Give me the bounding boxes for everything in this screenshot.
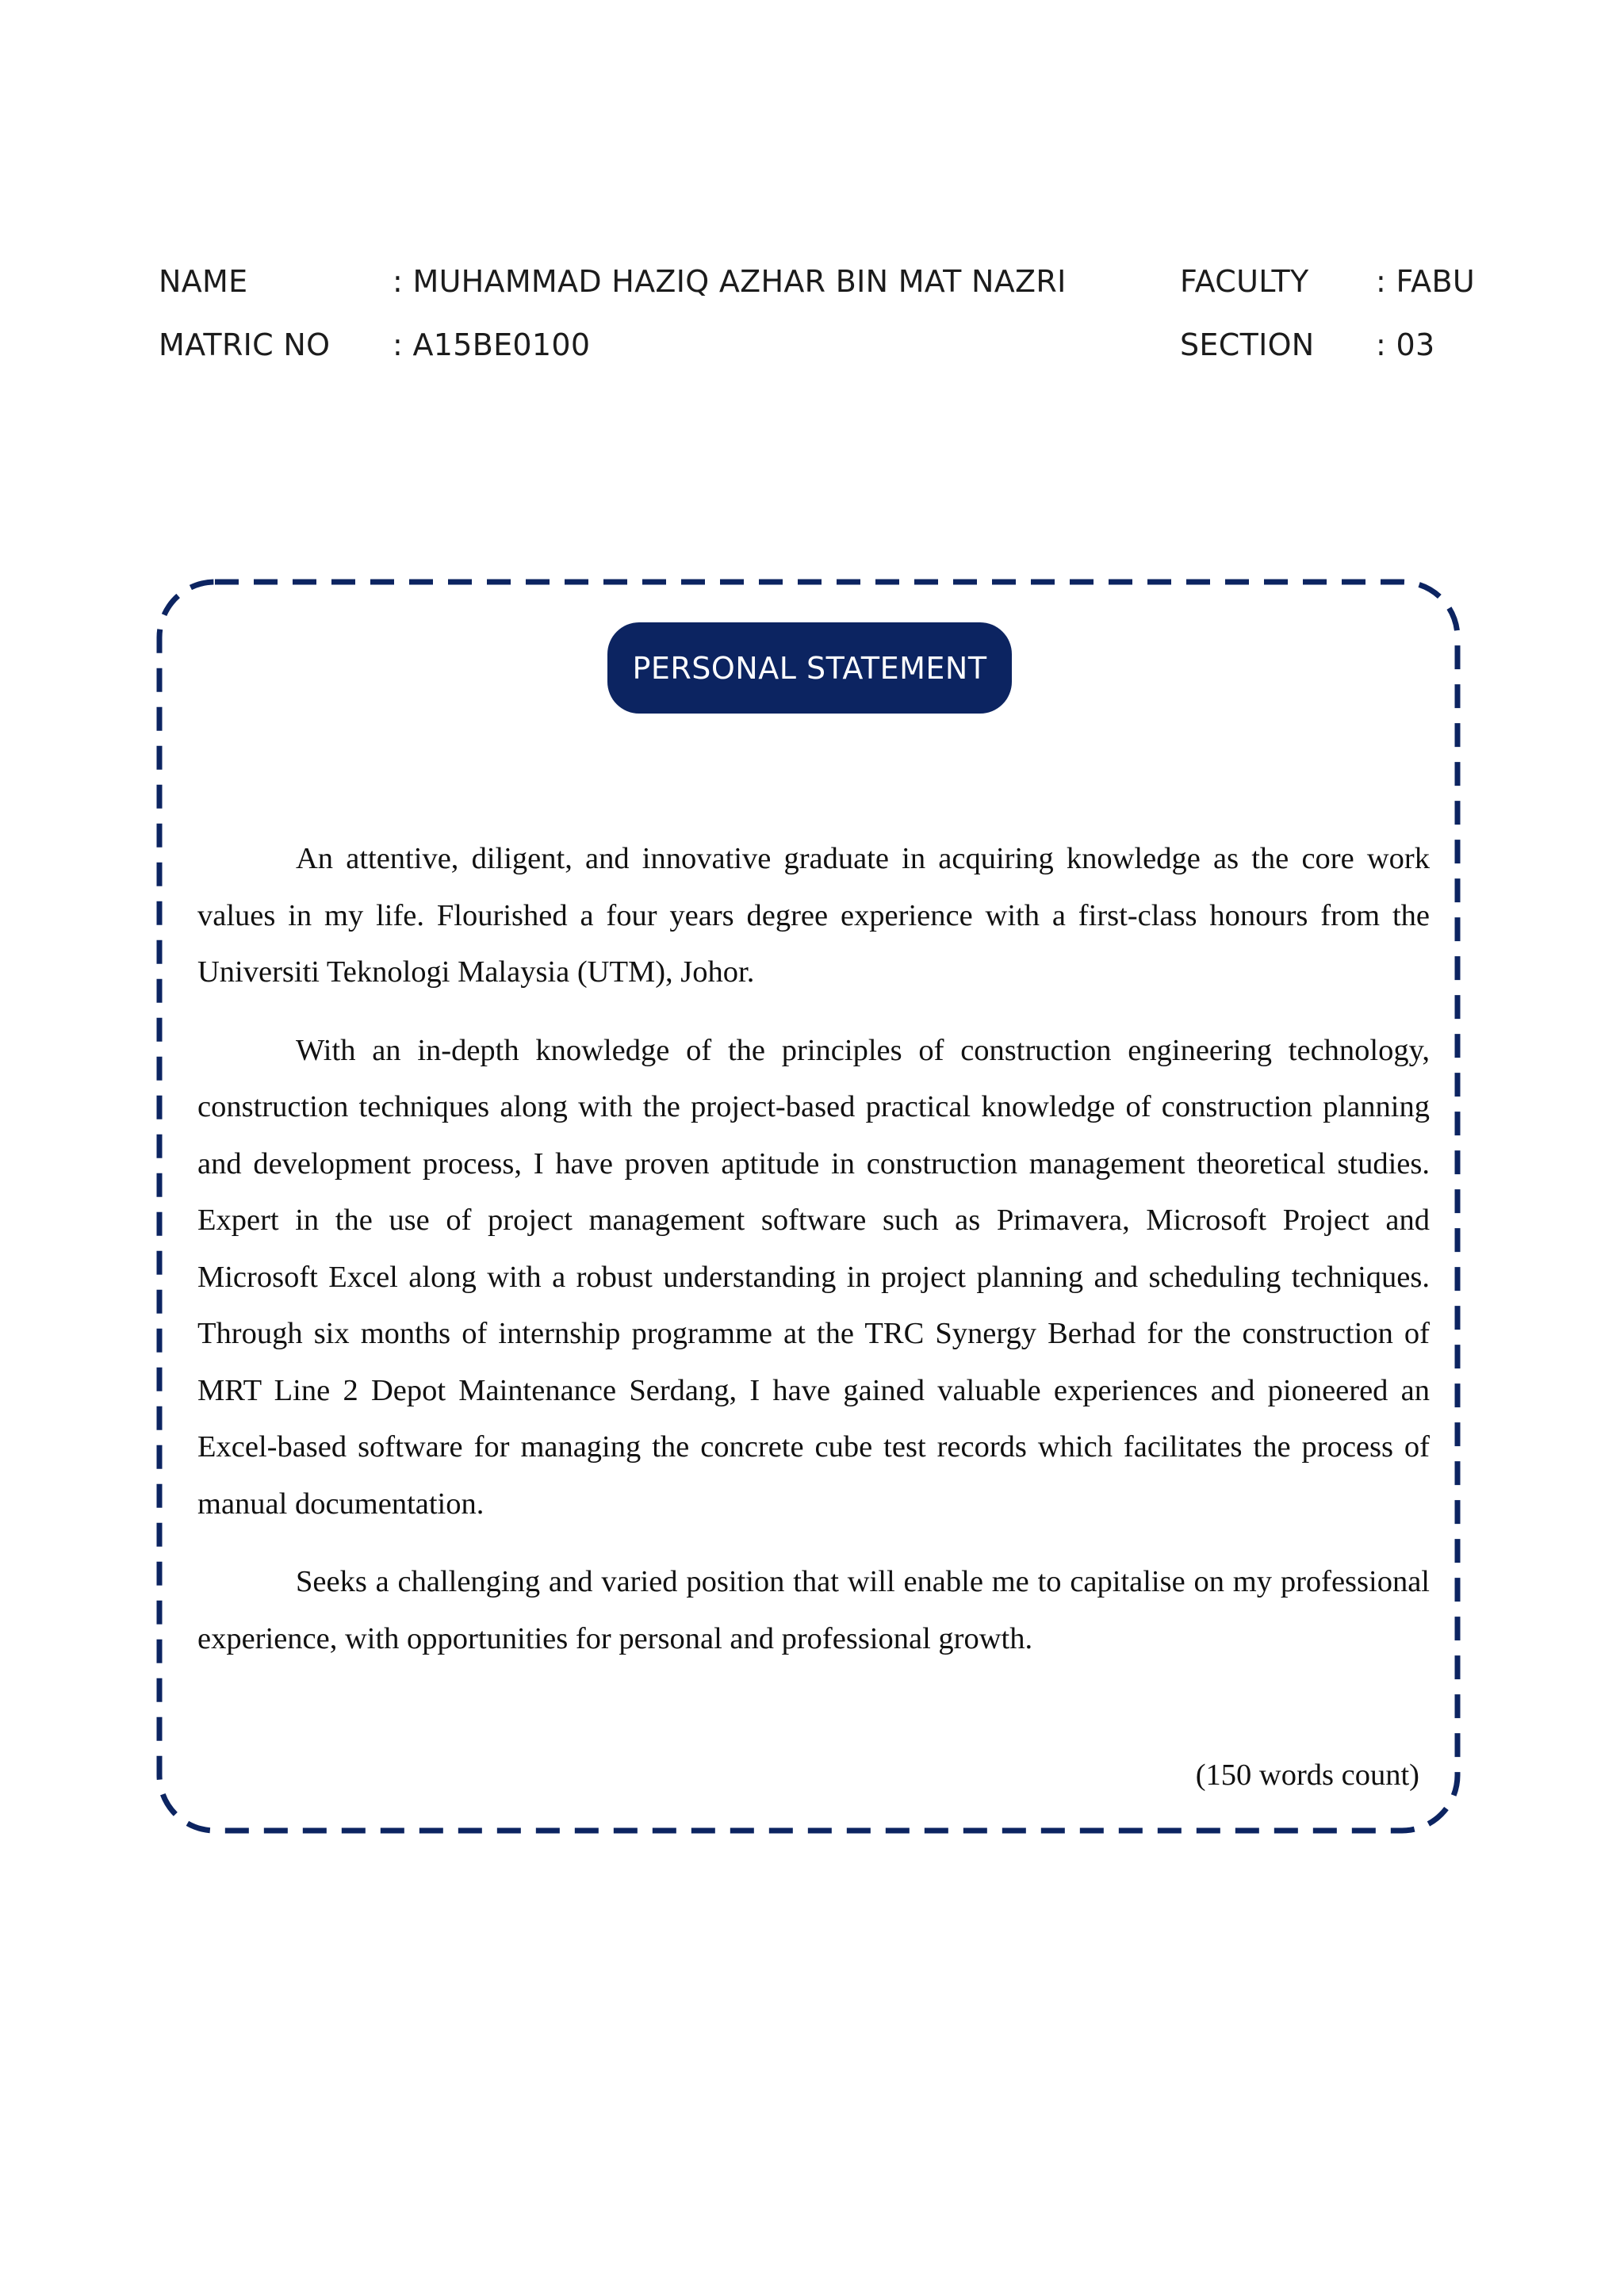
word-count: (150 words count): [1195, 1758, 1419, 1792]
section-value: : 03: [1376, 327, 1435, 362]
statement-paragraph: Seeks a challenging and varied position that will enable me to capitalise on my professional experience, with opportunities for personal and professional growth.: [197, 1565, 1430, 1655]
statement-paragraph: With an in-depth knowledge of the principles of construction engineering technology, construction techniques along with the project-based practical knowledge of construction planning and development process, I have proven aptitude in construction management theoretical studies. Expert in the use of project management software such as Primavera, Microsoft Project and Microsoft Excel along with a robust understanding in project planning and scheduling techniques. Through six months of internship programme at the TRC Synergy Berhad for the construction of MRT Line 2 Depot Maintenance Serdang, I have gained valuable experiences and pioneered an Excel-based software for managing the concrete cube test records which facilitates the process of manual documentation.: [197, 1033, 1430, 1521]
faculty-value: : FABU: [1376, 264, 1475, 299]
matric-label: MATRIC NO: [159, 327, 331, 362]
student-info: [159, 254, 1475, 388]
section-title: PERSONAL STATEMENT: [632, 650, 987, 686]
name-value: : MUHAMMAD HAZIQ AZHAR BIN MAT NAZRI: [393, 264, 1067, 299]
statement-paragraph: An attentive, diligent, and innovative graduate in acquiring knowledge as the core work values in my life. Flourished a four years degree experience with a first-class honours from the Universiti Teknologi Malaysia (UTM), Johor.: [197, 842, 1430, 989]
name-label: NAME: [159, 264, 248, 299]
personal-statement-box: [156, 579, 1461, 1834]
section-title-pill: [607, 622, 1012, 714]
faculty-label: FACULTY: [1180, 264, 1309, 299]
matric-value: : A15BE0100: [393, 327, 591, 362]
section-label: SECTION: [1180, 327, 1315, 362]
statement-body: [197, 831, 1430, 1689]
